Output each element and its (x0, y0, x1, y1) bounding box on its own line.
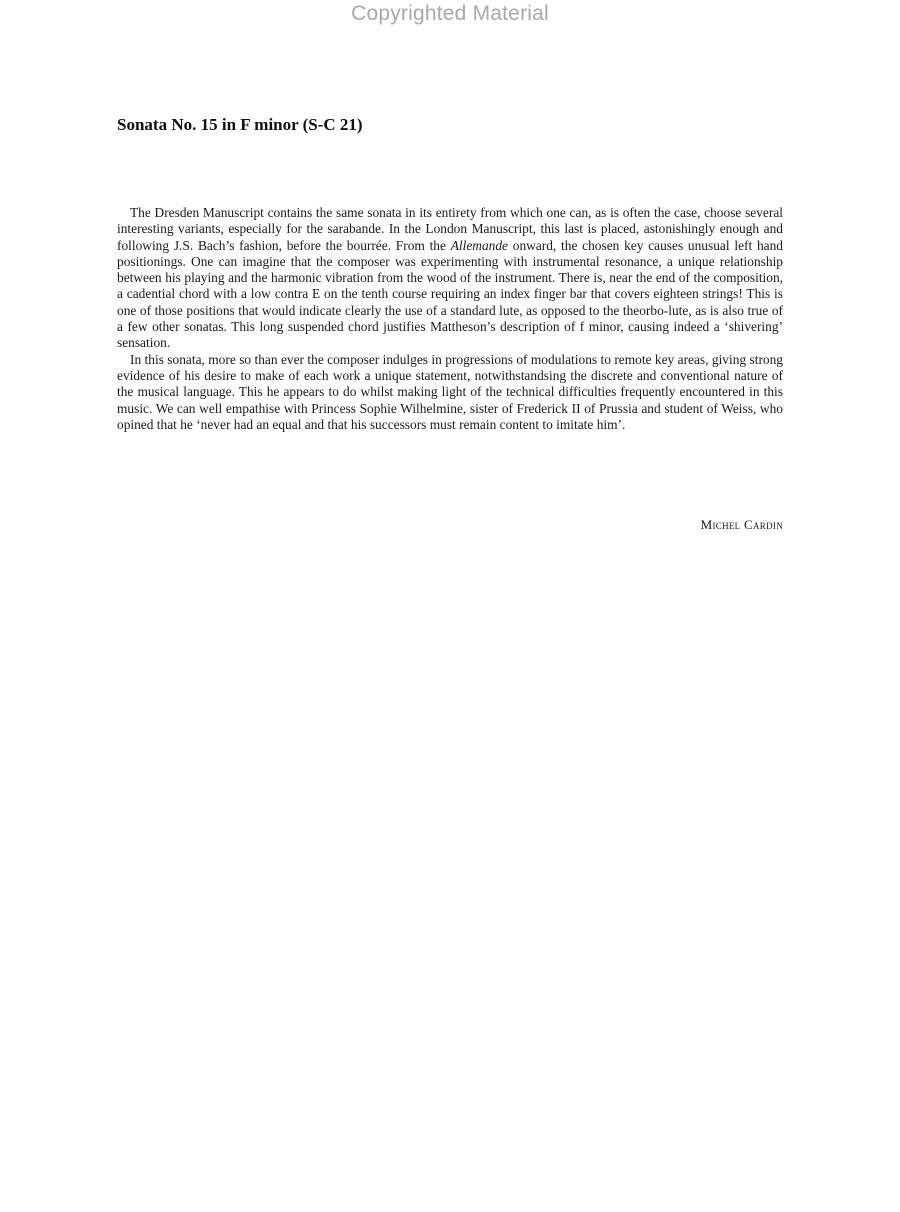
paragraph-1-part-2: onward, the chosen key causes unusual left hand positionings. One can imagine that the composer was experimenting with instrumental resonance, a unique relationship between his playing and the harmonic vibration from the wood of the instrument. There is, near the end of the composition, a cadential chord with a low contra E on the tenth course requiring an index finger bar that covers eighteen strings! This is one of those positions that would indicate clearly the use of a standard lute, as opposed to the theorbo-lute, as is also true of a few other sonatas. This long suspended chord justifies Mattheson’s description of f minor, causing indeed a ‘shivering’ sensation. (117, 237, 783, 351)
author-signature: Michel Cardin (700, 517, 783, 532)
page-title: Sonata No. 15 in F minor (S-C 21) (117, 115, 363, 134)
paragraph-1-italic-term: Allemande (450, 237, 508, 253)
paragraph-2: In this sonata, more so than ever the composer indulges in progressions of modulations to remote key areas, giving strong evidence of his desire to make of each work a unique statement, notwithstandsing the discrete and conventional nature of the musical language. This he appears to do whilst making light of the technical difficulties frequently encountered in this music. We can well empathise with Princess Sophie Wilhelmine, sister of Frederick II of Prussia and student of Weiss, who opined that he ‘never had an equal and that his successors must remain content to imitate him’. (117, 351, 783, 432)
paragraph-1-part-1: The Dresden Manuscript contains the same sonata in its entirety from which one can, as is often the case, choose several interesting variants, especially for the sarabande. In the London Manuscript, this last is placed, astonishingly enough and following J.S. Bach’s fashion, before the bourrée. From the (117, 205, 783, 253)
paragraph-1 (117, 205, 783, 352)
body-text (117, 205, 783, 433)
copyright-watermark: Copyrighted Material (351, 2, 549, 25)
